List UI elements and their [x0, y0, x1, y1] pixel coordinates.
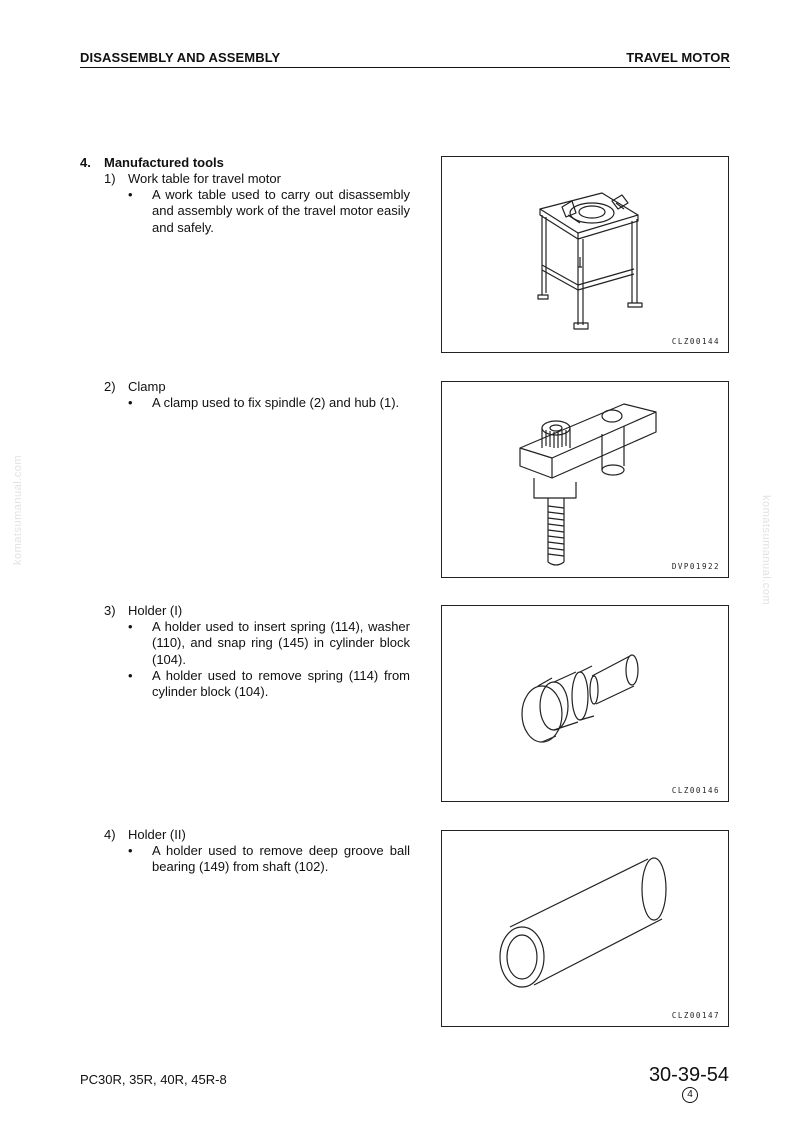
- figure-holder-1: [441, 605, 729, 802]
- item-number: 1): [104, 171, 116, 186]
- item-title-text: Holder (I): [128, 603, 183, 618]
- page-number: 30-39-54: [648, 1064, 729, 1086]
- item-title-text: Work table for travel motor: [128, 171, 281, 186]
- bullet-symbol: •: [128, 619, 133, 634]
- bullet-item: [128, 619, 410, 668]
- bullet-symbol: •: [128, 843, 133, 858]
- bullet-item: [128, 395, 410, 411]
- section-title-text: Manufactured tools: [104, 155, 224, 170]
- bullet-symbol: •: [128, 187, 133, 202]
- figure-code: DVP01922: [671, 562, 720, 571]
- item-title: [104, 379, 166, 394]
- bullet-text: A work table used to carry out disassembly and assembly work of the travel motor easily and safely.: [152, 187, 410, 235]
- header-rule: [80, 67, 730, 68]
- holder-2-drawing: [442, 831, 730, 1028]
- watermark-right: komatsumanual.com: [760, 495, 772, 605]
- bullet-item: [128, 187, 410, 236]
- figure-clamp: [441, 381, 729, 578]
- bullet-text: A clamp used to fix spindle (2) and hub (1).: [152, 395, 400, 410]
- work-table-drawing: [442, 157, 730, 354]
- holder-1-drawing: [442, 606, 730, 803]
- header-section: TRAVEL MOTOR: [626, 50, 730, 65]
- bullet-symbol: •: [128, 395, 133, 410]
- watermark-left: komatsumanual.com: [12, 455, 24, 565]
- revision-mark: 4: [682, 1087, 698, 1103]
- item-title-text: Clamp: [128, 379, 166, 394]
- figure-code: CLZ00147: [671, 1011, 720, 1020]
- item-title: [104, 603, 182, 618]
- item-title: [104, 171, 281, 186]
- bullet-text: A holder used to insert spring (114), washer (110), and snap ring (145) in cylinder block (104).: [152, 619, 410, 667]
- item-number: 2): [104, 379, 116, 394]
- figure-holder-2: [441, 830, 729, 1027]
- item-title: [104, 827, 186, 842]
- header-chapter: DISASSEMBLY AND ASSEMBLY: [80, 50, 281, 65]
- bullet-symbol: •: [128, 668, 133, 683]
- item-number: 4): [104, 827, 116, 842]
- clamp-drawing: [442, 382, 730, 579]
- figure-code: CLZ00146: [671, 786, 720, 795]
- item-title-text: Holder (II): [128, 827, 186, 842]
- item-number: 3): [104, 603, 116, 618]
- bullet-item: [128, 843, 410, 876]
- figure-work-table: [441, 156, 729, 353]
- page-header: [80, 50, 730, 68]
- section-number: 4.: [80, 155, 91, 170]
- section-title: [80, 155, 224, 170]
- footer-model: PC30R, 35R, 40R, 45R-8: [80, 1072, 227, 1087]
- bullet-text: A holder used to remove spring (114) from cylinder block (104).: [152, 668, 410, 700]
- bullet-text: A holder used to remove deep groove ball bearing (149) from shaft (102).: [152, 843, 410, 875]
- figure-code: CLZ00144: [671, 337, 720, 346]
- bullet-item: [128, 668, 410, 701]
